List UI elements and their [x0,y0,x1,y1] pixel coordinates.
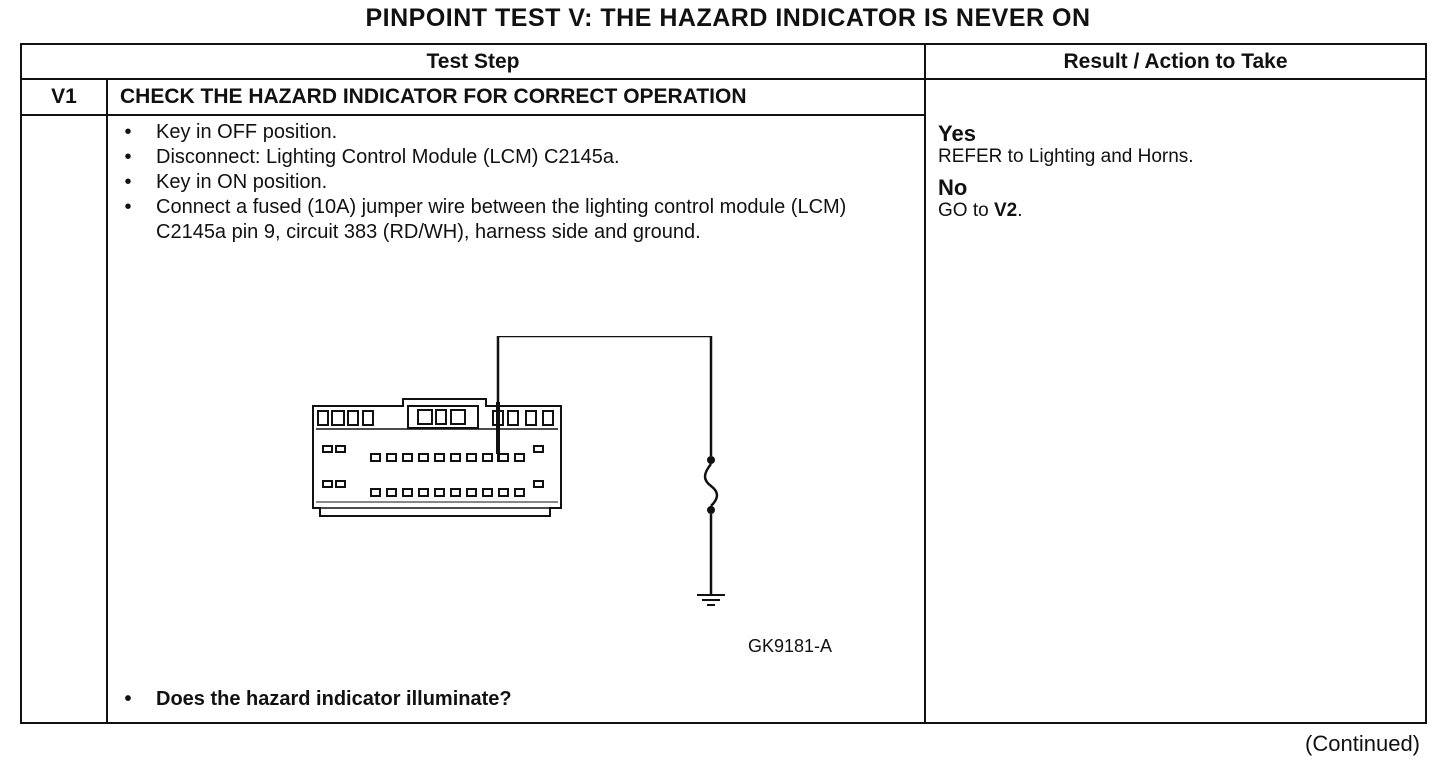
bullet-icon: • [124,146,132,168]
result-cell [925,79,1426,723]
action-item: • Key in OFF position. [118,120,898,145]
pinpoint-test-table [20,43,1427,724]
step-actions [108,116,924,722]
result-block [938,122,1194,230]
step-body [107,115,925,723]
ground-icon [697,595,725,605]
connector-c2145a-icon [313,399,561,516]
no-target-link[interactable]: V2 [993,200,1018,221]
action-item: • Connect a fused (10A) jumper wire between the lighting control module (LCM) C2145a pin 9, circuit 383 (RD/WH), harness side and ground. [118,195,898,245]
step-heading: CHECK THE HAZARD INDICATOR FOR CORRECT OPERATION [107,79,925,115]
bullet-icon: • [124,688,132,710]
no-suffix: . [1017,200,1023,221]
no-action [938,200,1194,222]
bullet-icon: • [124,121,132,143]
jumper-wire-icon [498,336,717,594]
no-label: No [938,175,968,200]
action-item: • Key in ON position. [118,170,898,195]
step-id-blank [21,115,107,723]
connector-diagram [208,336,768,646]
yes-label: Yes [938,121,976,146]
header-result: Result / Action to Take [925,44,1426,79]
continued-label: (Continued) [1305,731,1420,756]
header-test-step: Test Step [21,44,925,79]
step-id: V1 [21,79,107,115]
action-list [118,120,898,245]
figure-id: GK9181-A [748,636,833,656]
page-title: PINPOINT TEST V: THE HAZARD INDICATOR IS NEVER ON [365,4,1091,32]
yes-action: REFER to Lighting and Horns. [938,146,1194,167]
question-text: Does the hazard indicator illuminate? [156,688,512,710]
step-question [118,688,512,711]
bullet-icon: • [124,171,132,193]
action-item: • Disconnect: Lighting Control Module (LCM) C2145a. [118,145,898,170]
no-prefix: GO to [938,200,994,221]
bullet-icon: • [124,196,132,218]
